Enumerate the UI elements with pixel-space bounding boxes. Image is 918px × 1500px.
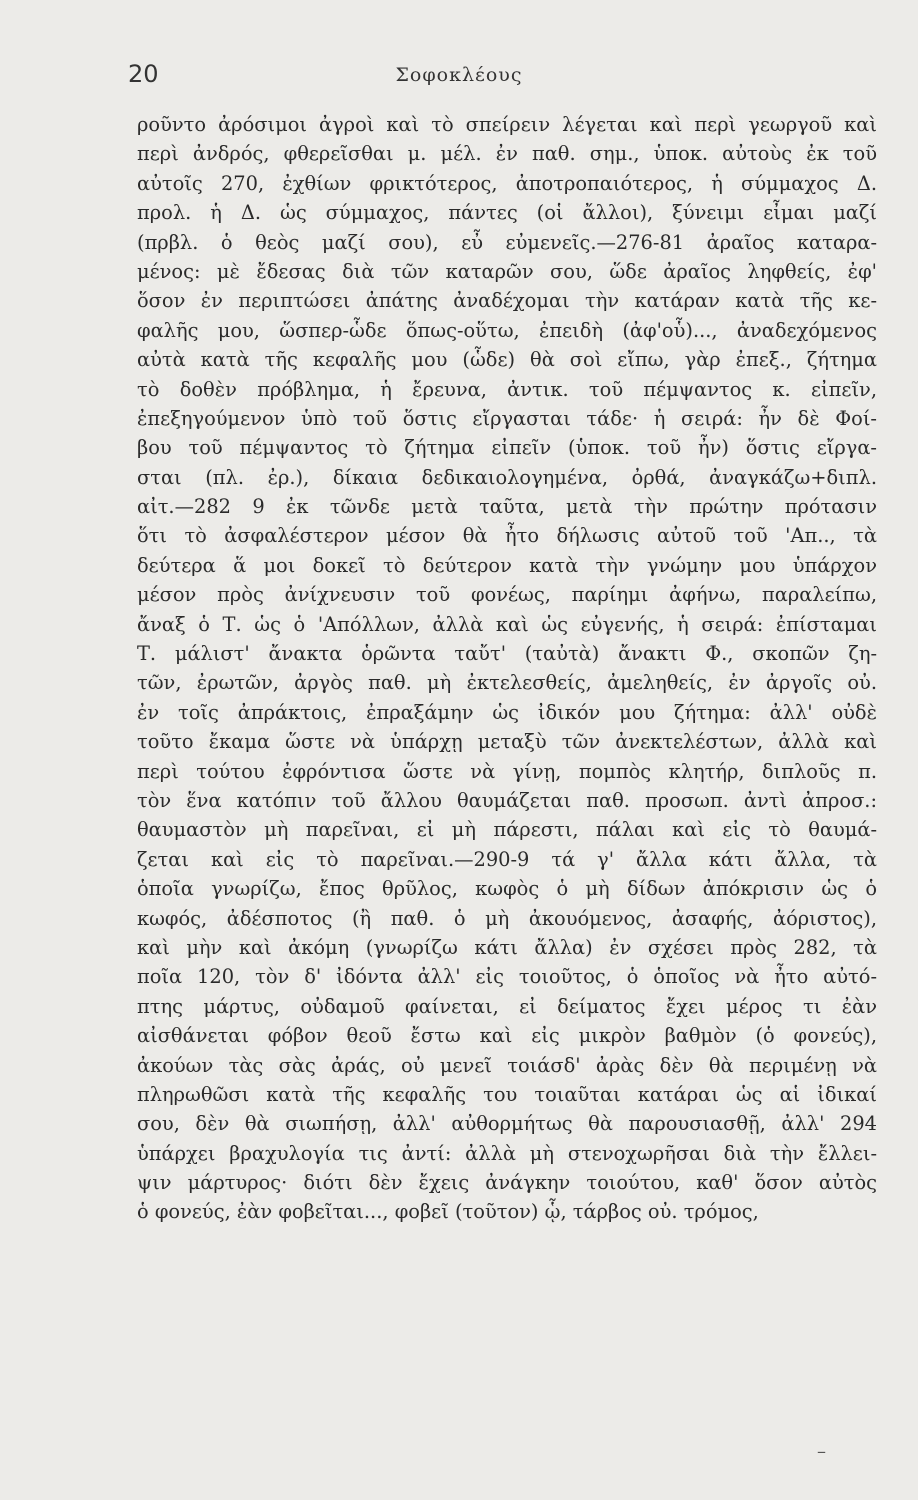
text-line: μένος: μὲ ἔδεσας διὰ τῶν καταρῶν σου, ὥδε ἀραῖος ληφθείς, ἐφ' bbox=[137, 259, 877, 283]
text-line: τοῦτο ἔκαμα ὥστε νὰ ὑπάρχῃ μεταξὺ τῶν ἀνεκτελέστων, ἀλλὰ καὶ bbox=[137, 730, 877, 754]
text-line: κωφός, ἀδέσποτος (ἢ παθ. ὁ μὴ ἀκουόμενος, ἀσαφής, ἀόριστος), bbox=[137, 906, 877, 930]
text-line: τὸ δοθὲν πρόβλημα, ἡ ἔρευνα, ἀντικ. τοῦ πέμψαντος κ. εἰπεῖν, bbox=[137, 377, 877, 401]
text-line: σται (πλ. ἐρ.), δίκαια δεδικαιολογημένα, ὀρθά, ἀναγκάζω+διπλ. bbox=[137, 465, 877, 489]
text-line: αὐτὰ κατὰ τῆς κεφαλῆς μου (ὧδε) θὰ σοὶ εἴπω, γὰρ ἐπεξ., ζήτημα bbox=[137, 348, 877, 372]
text-line: ὁποῖα γνωρίζω, ἔπος θρῦλος, κωφὸς ὁ μὴ δίδων ἀπόκρισιν ὡς ὁ bbox=[137, 877, 877, 901]
text-line: αὐτοῖς 270, ἐχθίων φρικτότερος, ἀποτροπαιότερος, ἡ σύμμαχος Δ. bbox=[137, 171, 877, 195]
commentary-text bbox=[137, 110, 877, 1227]
text-line: τὸν ἕνα κατόπιν τοῦ ἄλλου θαυμάζεται παθ. προσωπ. ἀντὶ ἀπροσ.: bbox=[137, 788, 877, 812]
text-line: φαλῆς μου, ὥσπερ-ὧδε ὅπως-οὕτω, ἐπειδὴ (ἀφ'οὗ)..., ἀναδεχόμενος bbox=[137, 318, 877, 342]
text-line: ποῖα 120, τὸν δ' ἰδόντα ἀλλ' εἰς τοιοῦτος, ὁ ὁποῖος νὰ ἦτο αὐτό- bbox=[137, 965, 877, 989]
text-line: ὑπάρχει βραχυλογία τις ἀντί: ἀλλὰ μὴ στενοχωρῆσαι διὰ τὴν ἔλλει- bbox=[137, 1141, 877, 1165]
text-line: δεύτερα ἅ μοι δοκεῖ τὸ δεύτερον κατὰ τὴν γνώμην μου ὑπάρχον bbox=[137, 553, 877, 577]
text-line: ροῦντο ἀρόσιμοι ἀγροὶ καὶ τὸ σπείρειν λέγεται καὶ περὶ γεωργοῦ καὶ bbox=[137, 113, 877, 136]
text-line: πληρωθῶσι κατὰ τῆς κεφαλῆς του τοιαῦται κατάραι ὡς αἱ ἰδικαί bbox=[137, 1082, 877, 1106]
text-line: τῶν, ἐρωτῶν, ἀργὸς παθ. μὴ ἐκτελεσθείς, ἀμεληθείς, ἐν ἀργοῖς οὐ. bbox=[137, 671, 877, 695]
text-line: βου τοῦ πέμψαντος τὸ ζήτημα εἰπεῖν (ὑποκ. τοῦ ἦν) ὅστις εἴργα- bbox=[137, 436, 877, 460]
text-line: περὶ τούτου ἐφρόντισα ὥστε νὰ γίνῃ, πομπὸς κλητήρ, διπλοῦς π. bbox=[137, 759, 877, 783]
text-line: θαυμαστὸν μὴ παρεῖναι, εἰ μὴ πάρεστι, πάλαι καὶ εἰς τὸ θαυμά- bbox=[137, 818, 877, 842]
text-line: ζεται καὶ εἰς τὸ παρεῖναι.—290-9 τά γ' ἄλλα κάτι ἄλλα, τὰ bbox=[137, 847, 877, 871]
text-line: καὶ μὴν καὶ ἀκόμη (γνωρίζω κάτι ἄλλα) ἐν σχέσει πρὸς 282, τὰ bbox=[137, 935, 877, 959]
text-line: ἐπεξηγούμενον ὑπὸ τοῦ ὅστις εἴργασται τάδε· ἡ σειρά: ἦν δὲ Φοί- bbox=[137, 406, 877, 430]
text-line: πτης μάρτυς, οὐδαμοῦ φαίνεται, εἰ δείματος ἔχει μέρος τι ἐὰν bbox=[137, 994, 877, 1018]
text-line: αἰτ.—282 9 ἐκ τῶνδε μετὰ ταῦτα, μετὰ τὴν πρώτην πρότασιν bbox=[137, 495, 877, 519]
text-line: ἐν τοῖς ἀπράκτοις, ἐπραξάμην ὡς ἰδικόν μου ζήτημα: ἀλλ' οὐδὲ bbox=[137, 700, 877, 724]
text-line: μέσον πρὸς ἀνίχνευσιν τοῦ φονέως, παρίημι ἀφήνω, παραλείπω, bbox=[137, 583, 877, 607]
text-line: ὅσον ἐν περιπτώσει ἀπάτης ἀναδέχομαι τὴν κατάραν κατὰ τῆς κε- bbox=[137, 289, 877, 313]
text-line: περὶ ἀνδρός, φθερεῖσθαι μ. μέλ. ἐν παθ. σημ., ὑποκ. αὐτοὺς ἐκ τοῦ bbox=[137, 142, 877, 166]
running-title: Σοφοκλέους bbox=[395, 64, 523, 86]
text-line: ἄναξ ὁ Τ. ὡς ὁ 'Απόλλων, ἀλλὰ καὶ ὡς εὐγενής, ἡ σειρά: ἐπίσταμαι bbox=[137, 612, 877, 636]
text-line: ἀκούων τὰς σὰς ἀράς, οὐ μενεῖ τοιάσδ' ἀρὰς δὲν θὰ περιμένῃ νὰ bbox=[137, 1053, 877, 1077]
text-line: ψιν μάρτυρος· διότι δὲν ἔχεις ἀνάγκην τοιούτου, καθ' ὅσον αὐτὸς bbox=[137, 1171, 877, 1195]
text-line: προλ. ἡ Δ. ὡς σύμμαχος, πάντες (οἱ ἄλλοι), ξύνειμι εἶμαι μαζί bbox=[137, 201, 877, 225]
text-line: αἰσθάνεται φόβον θεοῦ ἔστω καὶ εἰς μικρὸν βαθμὸν (ὁ φονεύς), bbox=[137, 1024, 877, 1048]
text-line: (πρβλ. ὁ θεὸς μαζί σου), εὖ εὐμενεῖς.—276-81 ἀραῖος καταρα- bbox=[137, 230, 877, 254]
text-line: ὁ φονεύς, ἐὰν φοβεῖται..., φοβεῖ (τοῦτον) ᾧ, τάρβος οὐ. τρόμος, bbox=[137, 1200, 759, 1224]
text-line: ὅτι τὸ ἀσφαλέστερον μέσον θὰ ἦτο δήλωσις αὐτοῦ τοῦ 'Απ.., τὰ bbox=[137, 524, 877, 548]
margin-mark: – bbox=[817, 1441, 826, 1462]
text-line: σου, δὲν θὰ σιωπήσῃ, ἀλλ' αὐθορμήτως θὰ παρουσιασθῇ, ἀλλ' 294 bbox=[137, 1112, 877, 1136]
page-number: 20 bbox=[128, 60, 159, 88]
text-line: Τ. μάλιστ' ἄνακτα ὁρῶντα ταὔτ' (ταὐτὰ) ἄνακτι Φ., σκοπῶν ζη- bbox=[137, 642, 877, 666]
